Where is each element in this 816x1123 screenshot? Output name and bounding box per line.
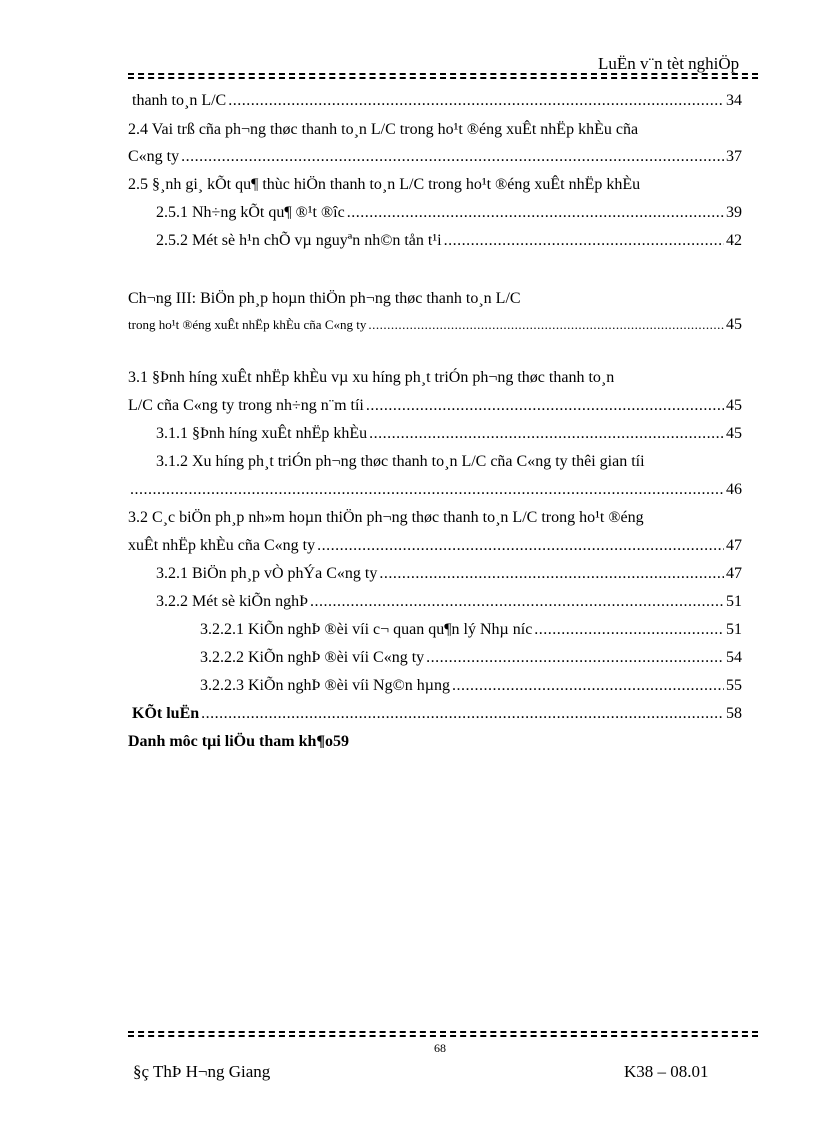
toc-entry[interactable] [200,621,742,639]
toc-entry-page: 46 [726,481,742,498]
page-number: 68 [434,1041,446,1055]
toc-chapter-line1[interactable]: Ch¬ng III: BiÖn ph¸p hoµn thiÖn ph¬ng thøc thanh to¸n L/C [128,290,521,307]
toc-entry[interactable] [156,565,742,583]
toc-entry-label: 3.2.2.3 KiÕn nghÞ ®èi víi Ng©n hµng [200,677,450,694]
toc-entry-label: xuÊt nhËp khÈu cña C«ng ty [128,537,316,554]
toc-entry[interactable] [156,425,742,443]
toc-entry[interactable] [132,92,742,110]
toc-entry-line1[interactable]: 3.1 §Þnh híng xuÊt nhËp khÈu vµ xu híng ph¸t triÓn ph¬ng thøc thanh to¸n [128,369,615,386]
toc-entry-page: 34 [726,92,742,109]
toc-entry-label: trong ho¹t ®éng xuÊt nhËp khÈu cña C«ng ty [128,317,367,332]
toc-entry[interactable] [156,232,742,250]
toc-entry[interactable] [200,677,742,695]
toc-entry[interactable] [128,148,742,166]
toc-leader [228,92,724,110]
toc-entry-label: 3.2.2 Mét sè kiÕn nghÞ [156,593,308,610]
toc-leader [317,537,724,555]
footer-divider [128,1031,758,1038]
toc-entry-label: 2.5.1 Nh÷ng kÕt qu¶ ®¹t ®îc [156,204,345,221]
toc-entry-label: KÕt luËn [132,705,200,722]
toc-entry-page: 58 [726,705,742,722]
toc-entry-page: 45 [726,316,742,333]
toc-entry-page: 37 [726,148,742,165]
toc-entry[interactable] [128,537,742,555]
header-divider [128,73,758,80]
toc-leader [426,649,724,667]
toc-entry[interactable] [132,705,742,723]
toc-entry-page: 45 [726,397,742,414]
toc-entry[interactable] [128,397,742,415]
toc-leader [369,425,724,443]
toc-entry-label: L/C cña C«ng ty trong nh÷ng n¨m tíi [128,397,364,414]
header-title: LuËn v¨n tèt nghiÖp [598,54,740,73]
toc-entry-page: 47 [726,565,742,582]
toc-leader [130,481,724,499]
toc-entry-page: 54 [726,649,742,666]
toc-entry[interactable] [128,316,742,334]
toc-entry-label: 3.1.1 §Þnh híng xuÊt nhËp khÈu [156,425,368,442]
toc-entry-page: 51 [726,593,742,610]
toc-leader [368,317,724,333]
toc-entry-line1[interactable]: 3.2 C¸c biÖn ph¸p nh»m hoµn thiÖn ph¬ng thøc thanh to¸n L/C trong ho¹t ®éng [128,509,644,526]
toc-leader [534,621,724,639]
toc-entry-label: 2.5.2 Mét sè h¹n chÕ vµ nguyªn nh©n tån t¹i [156,232,442,249]
toc-entry[interactable] [128,481,742,499]
toc-leader [181,148,724,166]
toc-leader [310,593,724,611]
toc-entry-label: 3.2.2.1 KiÕn nghÞ ®èi víi c¬ quan qu¶n lý Nhµ níc [200,621,533,638]
toc-entry[interactable] [156,204,742,222]
toc-entry-page: 55 [726,677,742,694]
toc-leader [201,705,724,723]
toc-entry-page: 42 [726,232,742,249]
toc-leader [347,204,724,222]
toc-leader [366,397,724,415]
toc-entry-label: thanh to¸n L/C [132,92,227,109]
toc-entry-page: 47 [726,537,742,554]
footer-author: §ç ThÞ H¬ng Giang [133,1062,271,1081]
toc-entry-page: 45 [726,425,742,442]
footer-class-code: K38 – 08.01 [624,1062,709,1081]
toc-leader [379,565,724,583]
toc-entry-line1[interactable]: 2.4 Vai trß cña ph¬ng thøc thanh to¸n L/C trong ho¹t ®éng xuÊt nhËp khÈu cña [128,121,639,138]
toc-entry-page: 39 [726,204,742,221]
toc-entry-label[interactable]: Danh môc tµi liÖu tham kh¶o59 [128,733,349,750]
toc-entry[interactable] [200,649,742,667]
toc-entry[interactable] [156,593,742,611]
toc-entry-line1[interactable]: 3.1.2 Xu híng ph¸t triÓn ph¬ng thøc thanh to¸n L/C cña C«ng ty thêi gian tíi [156,453,645,470]
toc-entry-line1[interactable]: 2.5 §¸nh gi¸ kÕt qu¶ thùc hiÖn thanh to¸n L/C trong ho¹t ®éng xuÊt nhËp khÈu [128,176,641,193]
toc-entry-label: 3.2.2.2 KiÕn nghÞ ®èi víi C«ng ty [200,649,425,666]
toc-entry-page: 51 [726,621,742,638]
toc-entry-label: C«ng ty [128,148,180,165]
toc-leader [444,232,724,250]
toc-entry-label: 3.2.1 BiÖn ph¸p vÒ phÝa C«ng ty [156,565,378,582]
toc-leader [452,677,724,695]
